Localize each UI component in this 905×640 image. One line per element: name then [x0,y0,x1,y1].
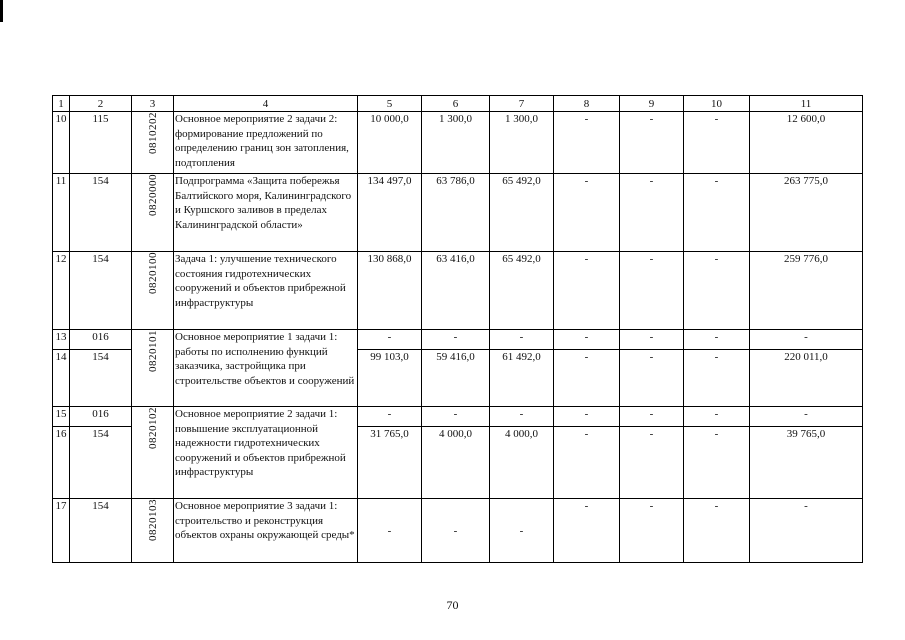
header-cell: 6 [422,96,490,112]
value-col8: - [554,407,620,427]
value-col11: 39 765,0 [750,427,863,499]
value-col10: - [684,427,750,499]
value-col5: 134 497,0 [358,174,422,252]
value-col7: - [490,407,554,427]
value-col10: - [684,499,750,563]
grbs-code: 154 [70,499,132,563]
program-code-text: 0810202 [146,112,159,154]
value-col9: - [620,427,684,499]
grbs-code: 115 [70,112,132,174]
program-code [132,330,174,407]
budget-table [52,95,863,563]
program-code-text: 0820000 [146,174,159,216]
value-col7: 65 492,0 [490,174,554,252]
grbs-code: 016 [70,407,132,427]
value-col6: - [422,330,490,350]
header-cell: 5 [358,96,422,112]
value-col10: - [684,407,750,427]
header-cell: 11 [750,96,863,112]
value-col6: 59 416,0 [422,350,490,407]
value-col11: - [750,499,863,563]
table-row [53,407,863,427]
program-code [132,407,174,499]
value-col6: 63 416,0 [422,252,490,330]
value-col5: 10 000,0 [358,112,422,174]
value-col7: - [490,330,554,350]
value-col7: - [490,499,554,563]
program-code-text: 0820101 [146,330,159,372]
description: Основное мероприятие 2 задачи 2: формирование предложений по определению границ зон затопления, подтопления [174,112,358,174]
header-cell: 4 [174,96,358,112]
value-col5: 99 103,0 [358,350,422,407]
value-col9: - [620,407,684,427]
grbs-code: 154 [70,252,132,330]
table-row [53,174,863,252]
value-col5: - [358,330,422,350]
value-col11: 220 011,0 [750,350,863,407]
value-col6: - [422,407,490,427]
value-col9: - [620,330,684,350]
value-col9: - [620,174,684,252]
value-col5: 31 765,0 [358,427,422,499]
value-col9: - [620,252,684,330]
row-number: 12 [53,252,70,330]
table-row [53,499,863,563]
description: Основное мероприятие 3 задачи 1: строительство и реконструкция объектов охраны окружающей среды* [174,499,358,563]
program-code [132,252,174,330]
grbs-code: 016 [70,330,132,350]
description: Основное мероприятие 2 задачи 1: повышение эксплуатационной надежности гидротехнических сооружений и объектов прибрежной инфраструктуры [174,407,358,499]
header-cell: 1 [53,96,70,112]
value-col7: 61 492,0 [490,350,554,407]
value-col8: - [554,427,620,499]
header-row [53,96,863,112]
value-col8: - [554,499,620,563]
value-col11: 263 775,0 [750,174,863,252]
value-col10: - [684,112,750,174]
value-col11: 12 600,0 [750,112,863,174]
description: Подпрограмма «Защита побережья Балтийского моря, Калининградского и Куршского заливов в пределах Калининградской области» [174,174,358,252]
program-code [132,112,174,174]
row-number: 17 [53,499,70,563]
row-number: 15 [53,407,70,427]
grbs-code: 154 [70,350,132,407]
header-cell: 7 [490,96,554,112]
value-col11: - [750,407,863,427]
program-code-text: 0820102 [146,407,159,449]
row-number: 13 [53,330,70,350]
value-col8: - [554,112,620,174]
value-col6: - [422,499,490,563]
table-row [53,112,863,174]
value-col8: - [554,252,620,330]
description: Основное мероприятие 1 задачи 1: работы по исполнению функций заказчика, застройщика при строительстве объектов и сооружений [174,330,358,407]
header-cell: 8 [554,96,620,112]
value-col5: - [358,499,422,563]
table-row [53,252,863,330]
value-col9: - [620,112,684,174]
header-cell: 9 [620,96,684,112]
value-col6: 63 786,0 [422,174,490,252]
value-col6: 1 300,0 [422,112,490,174]
value-col9: - [620,350,684,407]
value-col7: 4 000,0 [490,427,554,499]
value-col10: - [684,330,750,350]
row-number: 11 [53,174,70,252]
page-number: 70 [446,598,459,612]
value-col8: - [554,330,620,350]
value-col10: - [684,252,750,330]
program-code [132,499,174,563]
value-col5: 130 868,0 [358,252,422,330]
value-col6: 4 000,0 [422,427,490,499]
value-col10: - [684,350,750,407]
program-code-text: 0820100 [146,252,159,294]
header-cell: 3 [132,96,174,112]
program-code-text: 0820103 [146,499,159,541]
value-col8: - [554,174,620,252]
header-cell: 10 [684,96,750,112]
row-number: 16 [53,427,70,499]
header-cell: 2 [70,96,132,112]
value-col5: - [358,407,422,427]
value-col7: 65 492,0 [490,252,554,330]
grbs-code: 154 [70,174,132,252]
value-col8: - [554,350,620,407]
row-number: 14 [53,350,70,407]
value-col7: 1 300,0 [490,112,554,174]
value-col11: 259 776,0 [750,252,863,330]
margin-mark [0,0,3,22]
value-col9: - [620,499,684,563]
table-row [53,330,863,350]
value-col10: - [684,174,750,252]
description: Задача 1: улучшение технического состояния гидротехнических сооружений и объектов прибрежной инфраструктуры [174,252,358,330]
grbs-code: 154 [70,427,132,499]
row-number: 10 [53,112,70,174]
value-col11: - [750,330,863,350]
program-code [132,174,174,252]
